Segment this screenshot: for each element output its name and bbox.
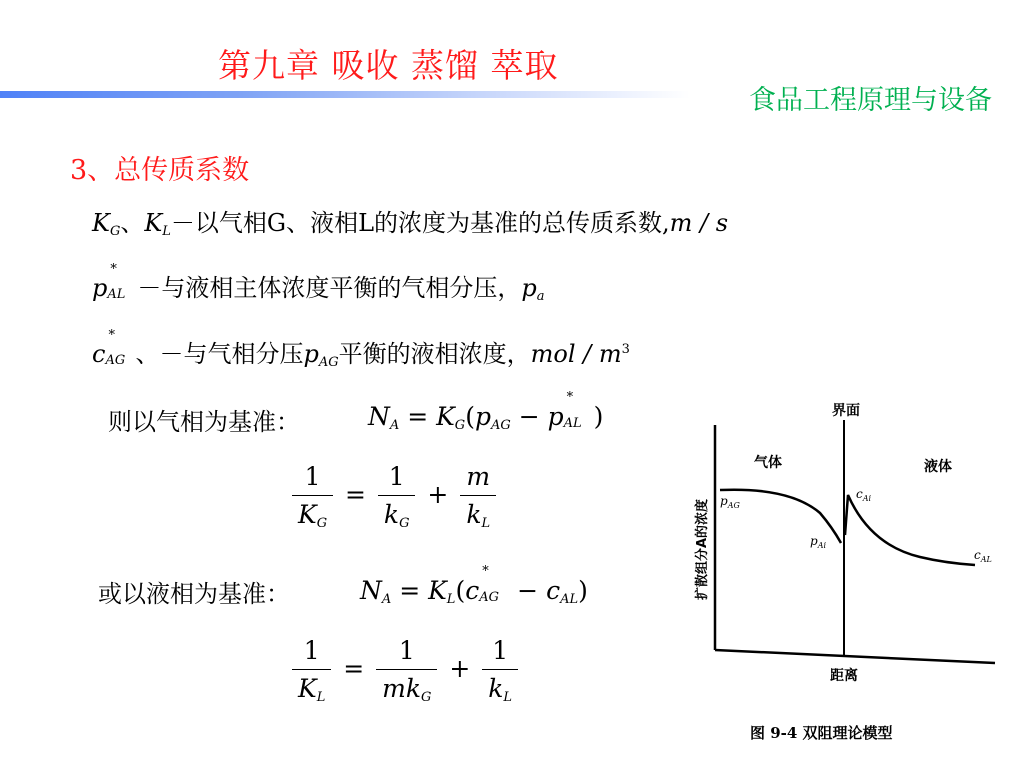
interface-label: 界面: [832, 403, 860, 419]
definition-pstar-al: [92, 262, 545, 304]
unit-p: p: [521, 274, 537, 302]
liquid-concentration-curve: [845, 495, 975, 565]
gas-concentration-curve: [720, 490, 841, 543]
pag-symbol: p: [303, 340, 319, 368]
course-subtitle: 食品工程原理与设备: [749, 85, 992, 116]
liquid-reciprocal-equation: $\frac{1}{K_L}$ = $\frac{1}{mk_G}$ + $\frac{1}{k_L}$: [288, 636, 522, 705]
p-symbol: p: [92, 274, 108, 302]
separator: 、: [120, 209, 145, 237]
definition-text: 、－与气相分压: [135, 340, 304, 368]
two-film-theory-diagram: [680, 395, 1010, 755]
c-symbol: c: [92, 340, 106, 368]
liquid-phase-label: 液体: [924, 459, 952, 475]
definition-text: －以气相G、液相L的浓度为基准的总传质系数,: [170, 209, 670, 237]
gas-reciprocal-equation: $\frac{1}{K_G}$ = $\frac{1}{k_G}$ + $\frac{m}{k_L}$: [288, 462, 500, 531]
x-axis-label: 距离: [830, 668, 858, 684]
gas-basis-label: 则以气相为基准：: [108, 408, 300, 436]
gas-phase-label: 气体: [754, 455, 782, 471]
y-axis-label: 扩散组分A的浓度: [695, 498, 710, 600]
unit-sub: a: [536, 289, 545, 304]
gas-basis-equation: $N_A = K_G(p_{AG} - p$ * AL ): [368, 390, 604, 433]
kg-symbol: K: [92, 209, 110, 237]
pag-subscript: AG: [318, 355, 339, 370]
cal-label: $c_{AL}$: [974, 548, 992, 564]
unit-text: m / s: [669, 209, 729, 237]
definition-text-2: 平衡的液相浓度，: [338, 340, 531, 368]
chapter-title: 第九章 吸收 蒸馏 萃取: [218, 46, 559, 85]
definition-text: －与液相主体浓度平衡的气相分压，: [137, 274, 522, 302]
pai-label: $p_{Ai}$: [810, 534, 827, 550]
cai-label: $c_{Ai}$: [856, 487, 872, 503]
x-axis: [715, 650, 995, 663]
figure-caption: 图 9-4 双阻理论模型: [750, 724, 893, 742]
cstar-supsub: * AG: [105, 328, 126, 368]
kl-subscript: L: [162, 224, 171, 239]
unit-text: mol / m: [530, 340, 622, 368]
liquid-basis-equation: $N_A = K_L(c$ * AG − $c_{AL}$): [360, 564, 588, 607]
section-heading: 3、总传质系数: [70, 155, 250, 186]
kl-symbol: K: [144, 209, 163, 237]
pstar-supsub: * AL: [107, 262, 126, 302]
kg-subscript: G: [109, 224, 121, 239]
definition-cstar-ag: [92, 328, 630, 370]
liquid-basis-label: 或以液相为基准：: [98, 580, 290, 608]
header-gradient-bar: [0, 91, 690, 98]
definition-kg-kl: [92, 203, 728, 239]
unit-sup: 3: [621, 342, 630, 357]
pag-label: $p_{AG}$: [720, 494, 740, 510]
